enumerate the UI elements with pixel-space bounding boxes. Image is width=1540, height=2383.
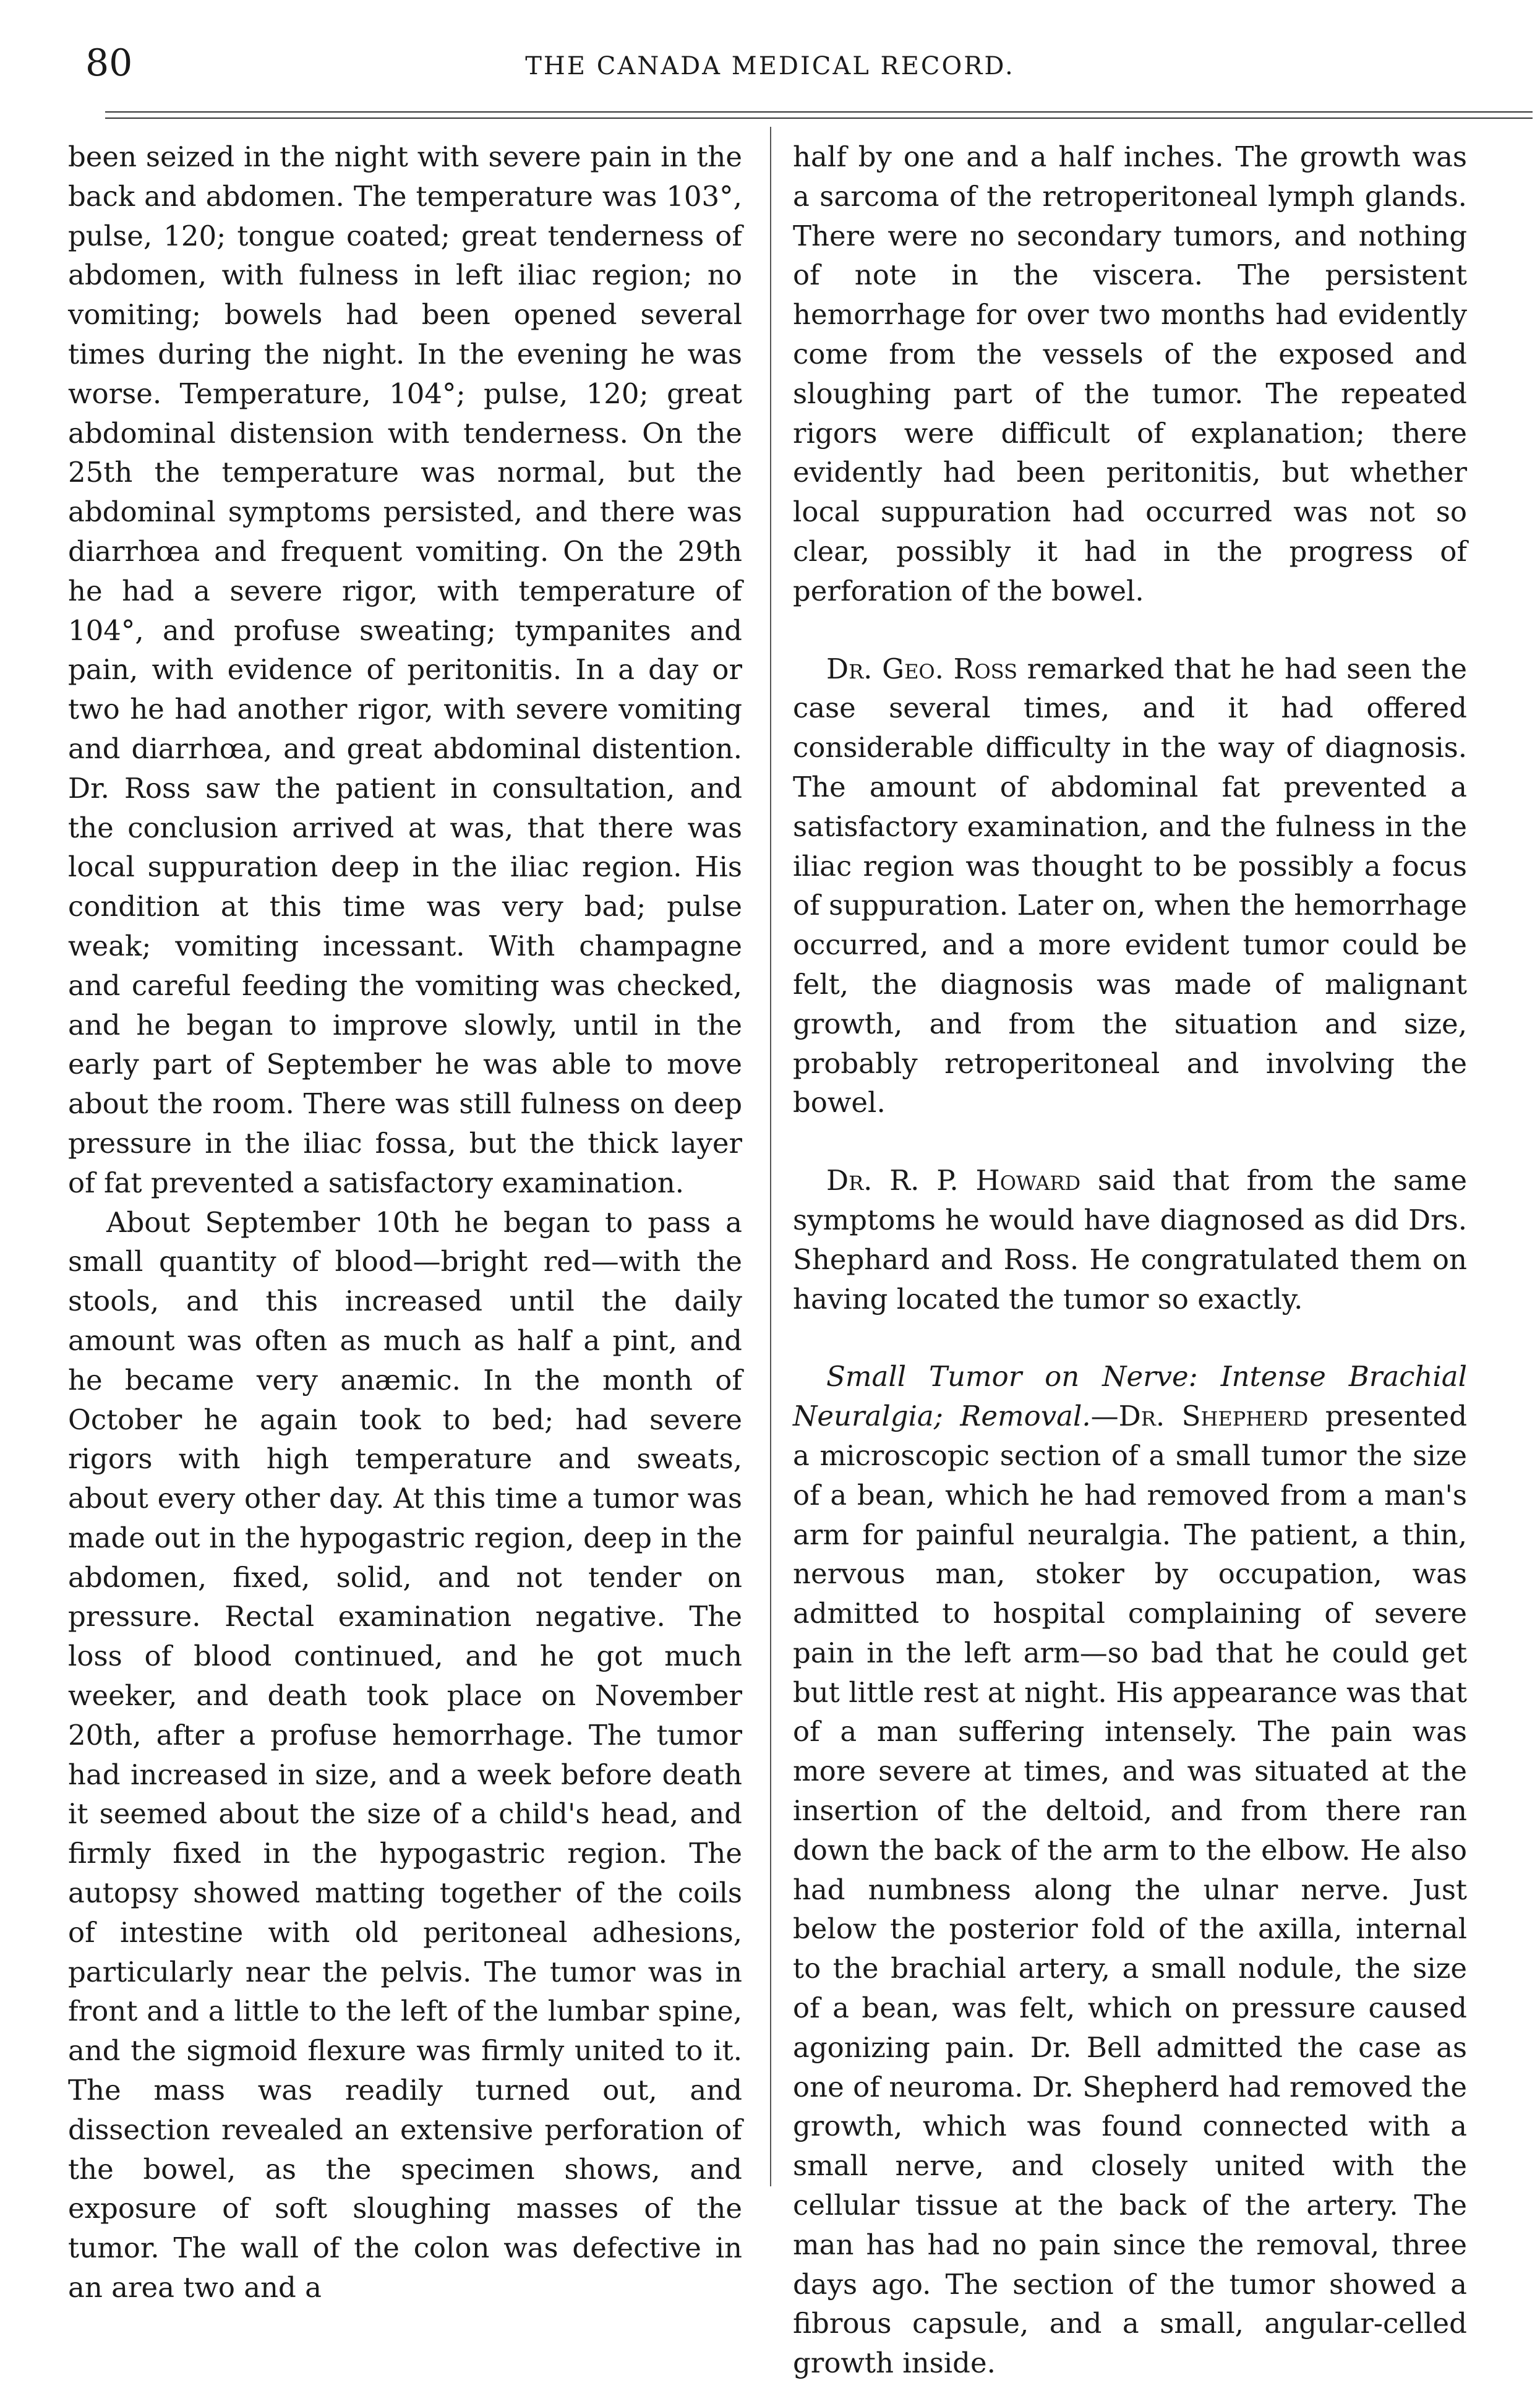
tumor-case-paragraph [793,1357,1467,2383]
page-number: 80 [85,41,133,85]
column-divider [770,127,771,2186]
case-course-paragraph: About September 10th he began to pass a small quantity of blood—bright red—with the stools, and this increased until the daily amount was often as much as half a pint, and he became very anæmic. In the month of October he again took to bed; had severe rigors with high temperature and sweats, about every other day. At this time a tumor was made out in the hypogastric region, deep in the abdomen, fixed, solid, and not tender on pressure. Rectal examination negative. The loss of blood continued, and he got much weeker, and death took place on November 20th, after a profuse hemorrhage. The tumor had increased in size, and a week before death it seemed about the size of a child's head, and firmly fixed in the hypogastric region. The autopsy showed matting together of the coils of intestine with old peritoneal adhesions, particularly near the pelvis. The tumor was in front and a little to the left of the lumbar spine, and the sigmoid flexure was firmly united to it. The mass was readily turned out, and dissection revealed an extensive perforation of the bowel, as the specimen shows, and exposure of soft sloughing masses of the tumor. The wall of the colon was defective in an area two and a [68,1205,742,2304]
right-column [793,137,1467,2383]
title-dash: — [1090,1400,1119,1433]
header-rule-bottom [105,118,1533,119]
header-rule-top [105,111,1533,113]
running-title: THE CANADA MEDICAL RECORD. [525,52,1015,80]
pathology-paragraph: half by one and a half inches. The growth was a sarcoma of the retroperitoneal lymph glands. There were no secondary tumors, and nothing of note in the viscera. The persistent hemorrhage for over two months had evidently come from the vessels of the exposed and sloughing part of the tumor. The repeated rigors were difficult of explanation; there evidently had been peritonitis, but whether local suppuration had occurred was not so clear, possibly it had in the progress of perforation of the bowel. [793,140,1467,607]
case-text: presented a microscopic section of a small tumor the size of a bean, which he had removed from a man's arm for painful neuralgia. The patient, a thin, nervous man, stoker by occupation, was admitted to hospital complaining of severe pain in the left arm—so bad that he could get but little rest at night. His appearance was that of a man suffering intensely. The pain was more severe at times, and was situated at the insertion of the deltoid, and from there ran down the back of the arm to the elbow. He also had numbness along the ulnar nerve. Just below the posterior fold of the axilla, internal to the brachial artery, a small nodule, the size of a bean, was felt, which on pressure caused agonizing pain. Dr. Bell admitted the case as one of neuroma. Dr. Shepherd had removed the growth, which was found connected with a small nerve, and closely united with the cellular tissue at the back of the artery. The man has had no pain since the removal, three days ago. The section of the tumor showed a fibrous capsule, and a small, angular-celled growth inside. [793,1400,1467,2380]
left-column [68,137,742,2308]
remarks-text: said that from the same symptoms he would have diagnosed as did Drs. Shephard and Ross. He congratulated them on having located the tumor so exactly. [793,1164,1467,1316]
speaker-name: Dr. Shepherd [1118,1400,1309,1433]
case-history-paragraph: been seized in the night with severe pain in the back and abdomen. The temperature was 103°, pulse, 120; tongue coated; great tenderness of abdomen, with fulness in left iliac region; no vomiting; bowels had been opened several times during the night. In the evening he was worse. Temperature, 104°; pulse, 120; great abdominal distension with tenderness. On the 25th the temperature was normal, but the abdominal symptoms persisted, and there was diarrhœa and frequent vomiting. On the 29th he had a severe rigor, with temperature of 104°, and profuse sweating; tympanites and pain, with evidence of peritonitis. In a day or two he had another rigor, with severe vomiting and diarrhœa, and great abdominal distention. Dr. Ross saw the patient in consultation, and the conclusion arrived at was, that there was local suppuration deep in the iliac region. His condition at this time was very bad; pulse weak; vomiting incessant. With champagne and careful feeding the vomiting was checked, and he began to improve slowly, until in the early part of September he was able to move about the room. There was still fulness on deep pressure in the iliac fossa, but the thick layer of fat prevented a satisfactory examination. [68,140,742,1199]
howard-remarks-paragraph [793,1161,1467,1319]
speaker-name: Dr. Geo. Ross [826,652,1018,685]
speaker-name: Dr. R. P. Howard [826,1164,1081,1197]
ross-remarks-paragraph [793,649,1467,1123]
remarks-text: remarked that he had seen the case several times, and it had offered considerable difficulty in the way of diagnosis. The amount of abdominal fat prevented a satisfactory examination, and the fulness in the iliac region was thought to be possibly a focus of suppuration. Later on, when the hemorrhage occurred, and a more evident tumor could be felt, the diagnosis was made of malignant growth, and from the situation and size, probably retroperitoneal and involving the bowel. [793,652,1467,1119]
case-title: Small Tumor on Nerve: Intense Brachial Neuralgia; Removal. [793,1360,1467,1433]
